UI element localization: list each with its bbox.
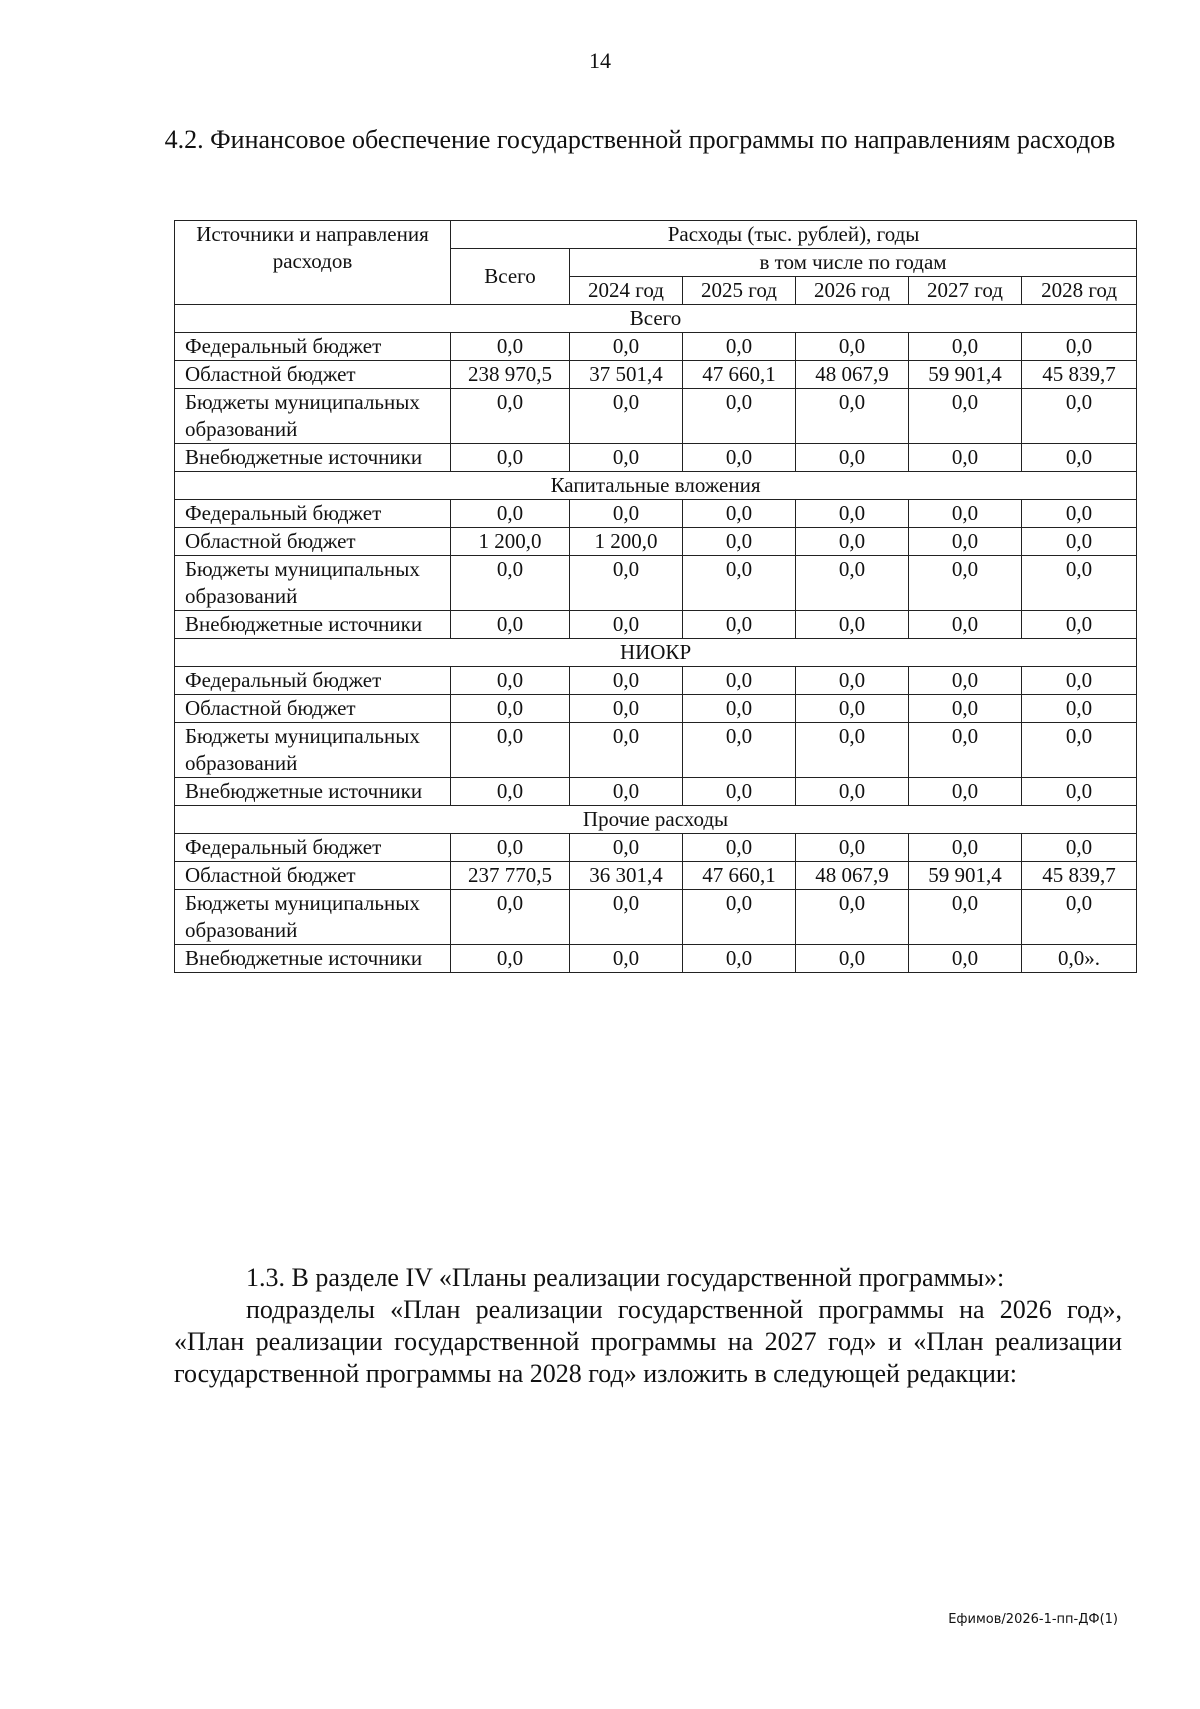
value-cell: 0,0 bbox=[796, 834, 909, 862]
value-cell: 0,0». bbox=[1022, 945, 1137, 973]
paragraph-1-3: 1.3. В разделе IV «Планы реализации государственной программы»: bbox=[246, 1263, 1005, 1292]
value-cell: 0,0 bbox=[451, 834, 570, 862]
value-cell: 0,0 bbox=[683, 834, 796, 862]
value-cell: 0,0 bbox=[1022, 444, 1137, 472]
table-row bbox=[175, 528, 1137, 556]
value-cell: 0,0 bbox=[909, 444, 1022, 472]
value-cell: 0,0 bbox=[909, 333, 1022, 361]
value-cell: 0,0 bbox=[1022, 778, 1137, 806]
value-cell: 59 901,4 bbox=[909, 862, 1022, 890]
value-cell: 0,0 bbox=[451, 444, 570, 472]
header-total: Всего bbox=[451, 249, 570, 305]
section-row bbox=[175, 639, 1137, 667]
value-cell: 0,0 bbox=[796, 695, 909, 723]
section-title: Всего bbox=[175, 305, 1137, 333]
table-row bbox=[175, 500, 1137, 528]
value-cell: 0,0 bbox=[796, 890, 909, 945]
value-cell: 0,0 bbox=[909, 695, 1022, 723]
value-cell: 0,0 bbox=[451, 695, 570, 723]
table-row bbox=[175, 667, 1137, 695]
value-cell: 0,0 bbox=[683, 389, 796, 444]
section-row bbox=[175, 305, 1137, 333]
value-cell: 0,0 bbox=[683, 500, 796, 528]
value-cell: 45 839,7 bbox=[1022, 862, 1137, 890]
row-label: Внебюджетные источники bbox=[175, 611, 451, 639]
value-cell: 0,0 bbox=[1022, 667, 1137, 695]
header-year: 2025 год bbox=[683, 277, 796, 305]
value-cell: 0,0 bbox=[451, 890, 570, 945]
header-row-1 bbox=[175, 221, 1137, 249]
table-row bbox=[175, 389, 1137, 444]
row-label: Бюджеты муниципальных образований bbox=[175, 389, 451, 444]
value-cell: 0,0 bbox=[570, 611, 683, 639]
table-row bbox=[175, 361, 1137, 389]
row-label: Бюджеты муниципальных образований bbox=[175, 556, 451, 611]
value-cell: 0,0 bbox=[570, 834, 683, 862]
value-cell: 0,0 bbox=[909, 723, 1022, 778]
value-cell: 45 839,7 bbox=[1022, 361, 1137, 389]
row-label: Федеральный бюджет bbox=[175, 333, 451, 361]
page-number: 14 bbox=[589, 48, 611, 73]
table-row bbox=[175, 778, 1137, 806]
table-row bbox=[175, 945, 1137, 973]
table-row bbox=[175, 723, 1137, 778]
header-year: 2028 год bbox=[1022, 277, 1137, 305]
value-cell: 1 200,0 bbox=[451, 528, 570, 556]
value-cell: 0,0 bbox=[570, 444, 683, 472]
section-row bbox=[175, 472, 1137, 500]
header-including: в том числе по годам bbox=[570, 249, 1137, 277]
row-label: Федеральный бюджет bbox=[175, 834, 451, 862]
value-cell: 0,0 bbox=[909, 778, 1022, 806]
value-cell: 0,0 bbox=[451, 333, 570, 361]
table-row bbox=[175, 444, 1137, 472]
body-text bbox=[174, 1262, 1122, 1390]
value-cell: 0,0 bbox=[683, 723, 796, 778]
value-cell: 0,0 bbox=[683, 528, 796, 556]
value-cell: 0,0 bbox=[451, 778, 570, 806]
value-cell: 0,0 bbox=[909, 500, 1022, 528]
value-cell: 0,0 bbox=[1022, 890, 1137, 945]
value-cell: 0,0 bbox=[1022, 556, 1137, 611]
table-row bbox=[175, 695, 1137, 723]
header-expenses: Расходы (тыс. рублей), годы bbox=[451, 221, 1137, 249]
value-cell: 0,0 bbox=[796, 778, 909, 806]
value-cell: 0,0 bbox=[683, 778, 796, 806]
value-cell: 0,0 bbox=[796, 723, 909, 778]
table-row bbox=[175, 890, 1137, 945]
value-cell: 0,0 bbox=[570, 695, 683, 723]
value-cell: 0,0 bbox=[796, 611, 909, 639]
value-cell: 0,0 bbox=[909, 834, 1022, 862]
row-label: Федеральный бюджет bbox=[175, 500, 451, 528]
value-cell: 0,0 bbox=[570, 890, 683, 945]
value-cell: 47 660,1 bbox=[683, 361, 796, 389]
value-cell: 0,0 bbox=[570, 667, 683, 695]
value-cell: 0,0 bbox=[796, 556, 909, 611]
value-cell: 0,0 bbox=[909, 389, 1022, 444]
value-cell: 0,0 bbox=[1022, 695, 1137, 723]
row-label: Областной бюджет bbox=[175, 695, 451, 723]
value-cell: 0,0 bbox=[909, 890, 1022, 945]
header-year: 2026 год bbox=[796, 277, 909, 305]
value-cell: 0,0 bbox=[796, 667, 909, 695]
value-cell: 0,0 bbox=[796, 389, 909, 444]
value-cell: 0,0 bbox=[1022, 528, 1137, 556]
row-label: Областной бюджет bbox=[175, 528, 451, 556]
table-row bbox=[175, 862, 1137, 890]
value-cell: 238 970,5 bbox=[451, 361, 570, 389]
paragraph-subsections: подразделы «План реализации государственной программы на 2026 год», «План реализации государственной программы на 2027 год» и «План реализации государственной программы на 2028 год» изложить в следующей редакции: bbox=[174, 1295, 1122, 1388]
value-cell: 0,0 bbox=[796, 500, 909, 528]
row-label: Федеральный бюджет bbox=[175, 667, 451, 695]
section-row bbox=[175, 806, 1137, 834]
row-label: Областной бюджет bbox=[175, 361, 451, 389]
value-cell: 0,0 bbox=[683, 556, 796, 611]
financing-table bbox=[174, 220, 1137, 973]
value-cell: 0,0 bbox=[570, 723, 683, 778]
section-title: Прочие расходы bbox=[175, 806, 1137, 834]
value-cell: 59 901,4 bbox=[909, 361, 1022, 389]
value-cell: 0,0 bbox=[1022, 611, 1137, 639]
value-cell: 0,0 bbox=[909, 945, 1022, 973]
section-title: НИОКР bbox=[175, 639, 1137, 667]
value-cell: 0,0 bbox=[570, 556, 683, 611]
value-cell: 0,0 bbox=[451, 389, 570, 444]
value-cell: 0,0 bbox=[683, 333, 796, 361]
row-label: Бюджеты муниципальных образований bbox=[175, 890, 451, 945]
document-code-stamp: Ефимов/2026-1-пп-ДФ(1) bbox=[948, 1612, 1118, 1627]
value-cell: 0,0 bbox=[683, 667, 796, 695]
value-cell: 0,0 bbox=[683, 695, 796, 723]
value-cell: 0,0 bbox=[1022, 500, 1137, 528]
row-label: Внебюджетные источники bbox=[175, 444, 451, 472]
value-cell: 0,0 bbox=[909, 556, 1022, 611]
row-label: Бюджеты муниципальных образований bbox=[175, 723, 451, 778]
value-cell: 48 067,9 bbox=[796, 361, 909, 389]
value-cell: 0,0 bbox=[683, 890, 796, 945]
value-cell: 36 301,4 bbox=[570, 862, 683, 890]
value-cell: 0,0 bbox=[451, 667, 570, 695]
row-label: Внебюджетные источники bbox=[175, 778, 451, 806]
value-cell: 0,0 bbox=[683, 945, 796, 973]
header-year: 2024 год bbox=[570, 277, 683, 305]
table-row bbox=[175, 556, 1137, 611]
value-cell: 0,0 bbox=[451, 611, 570, 639]
value-cell: 37 501,4 bbox=[570, 361, 683, 389]
header-sources: Источники и направления расходов bbox=[175, 221, 451, 305]
value-cell: 0,0 bbox=[909, 611, 1022, 639]
value-cell: 0,0 bbox=[570, 500, 683, 528]
value-cell: 1 200,0 bbox=[570, 528, 683, 556]
value-cell: 0,0 bbox=[683, 611, 796, 639]
value-cell: 0,0 bbox=[796, 945, 909, 973]
value-cell: 0,0 bbox=[1022, 723, 1137, 778]
value-cell: 0,0 bbox=[451, 945, 570, 973]
row-label: Областной бюджет bbox=[175, 862, 451, 890]
value-cell: 0,0 bbox=[796, 444, 909, 472]
value-cell: 0,0 bbox=[1022, 333, 1137, 361]
value-cell: 0,0 bbox=[451, 556, 570, 611]
value-cell: 0,0 bbox=[683, 444, 796, 472]
value-cell: 0,0 bbox=[909, 528, 1022, 556]
header-year: 2027 год bbox=[909, 277, 1022, 305]
value-cell: 0,0 bbox=[451, 723, 570, 778]
value-cell: 237 770,5 bbox=[451, 862, 570, 890]
table-row bbox=[175, 333, 1137, 361]
value-cell: 0,0 bbox=[796, 333, 909, 361]
row-label: Внебюджетные источники bbox=[175, 945, 451, 973]
value-cell: 48 067,9 bbox=[796, 862, 909, 890]
table-row bbox=[175, 611, 1137, 639]
value-cell: 0,0 bbox=[909, 667, 1022, 695]
value-cell: 0,0 bbox=[796, 528, 909, 556]
section-heading: 4.2. Финансовое обеспечение государственной программы по направлениям расходов bbox=[164, 125, 1116, 154]
value-cell: 0,0 bbox=[1022, 834, 1137, 862]
value-cell: 47 660,1 bbox=[683, 862, 796, 890]
section-title: Капитальные вложения bbox=[175, 472, 1137, 500]
table-row bbox=[175, 834, 1137, 862]
value-cell: 0,0 bbox=[570, 389, 683, 444]
value-cell: 0,0 bbox=[570, 945, 683, 973]
value-cell: 0,0 bbox=[451, 500, 570, 528]
value-cell: 0,0 bbox=[570, 333, 683, 361]
value-cell: 0,0 bbox=[1022, 389, 1137, 444]
value-cell: 0,0 bbox=[570, 778, 683, 806]
